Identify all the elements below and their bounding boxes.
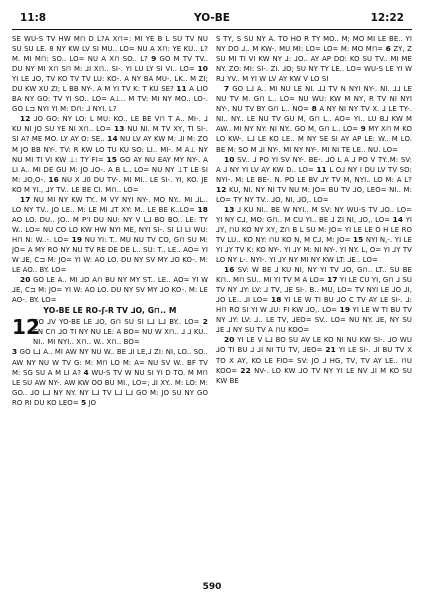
verse-number: 16: [224, 265, 235, 275]
section-heading: YO-BE LE RO-ʃ-R TV ⅃O, G⊓.. M: [43, 306, 177, 316]
verse-text: GO L⅃ A.. MI AW NY NU W.. BE ⅃I LE,⅃ ZI: NI, LO.. SO.. AW NY NU W TV G: M: M⊓ LO M: A= NU SV W.. BF TV M: SG SU A M LI A?: [12, 348, 208, 377]
verse-number: 11: [316, 164, 327, 174]
verse-number: 22: [240, 365, 251, 375]
verse-text: ZY, Z SU MI TI VI KW NY ⅃: ⅃O.. AY AP DO: KO SU TV.. MI ME NY. ZO: MI: SI-. ZI. ⅃O; SU NY TY LE.. LO= WU-S LE YI W R⅃ YV.. M YI W LV AY KW V LO SI: [216, 45, 413, 84]
verse-text: GO L⅃ A.. MI NU LE NI. ⅃⅃ TV N NYI NY-. NI. ⅃⅃ LE NU TV M. G⊓ L.. LO= NU WU: KW M NY, R TV NI NYI NY-. NU TV BY G⊓ L.. NO=: [216, 85, 412, 114]
header-book-title: YO-BE: [194, 12, 230, 24]
right-column: [216, 34, 412, 408]
verse-number: 19: [339, 305, 351, 315]
verse-number: 7: [224, 84, 230, 94]
verse-number: 9: [151, 54, 157, 64]
paragraph: [216, 155, 412, 205]
verse-text: NV-. LO KW ⅃O TV NY YI LE NV ⅃I M KO SU KW BE: [216, 366, 413, 385]
verse-text: MY X⊓ M KO LO KW-. L⅃ LE KO LE.. M NY SE SI AY AP LE: W.. M LO. BE M: SO M ⅃I NY-. MI NY NY-. MI NI TE LE.. NU. LO=: [216, 125, 413, 154]
verse-text: CN C⊓ ⅃O TI NY NU LE: A BO= NU W X⊓.. ⅃ ⅃ KU.. NI.. MI NYI.. X⊓.. W.. X⊓.. BO=: [33, 328, 208, 347]
verse-number: 12: [216, 184, 227, 194]
verse-number: 15: [352, 234, 364, 244]
running-header: [12, 10, 412, 26]
verse-number: 14: [392, 214, 404, 224]
paragraph: [12, 34, 208, 114]
verse-number: 14: [107, 134, 118, 144]
chapter-number: 12: [12, 315, 41, 340]
verse-text: NU X ⅃0 DU TV-. MI MI.. LE SI-. YI, KO. JE KO M YI., ⅃Y TV.. LE BE CI. M⊓.. LO=: [12, 175, 209, 194]
verse-text: YI LE V L⅃ BO SU AV LE KO NI NU KW SI-. ⅃O WU ⅃O TI BU ⅃ ⅃I NI TU TV, ⅃EO=: [216, 336, 412, 355]
verse-text: YI LE ⅃O, TV KO TV TV LU: KO-. A NY BA MU-. LK.. M ZI; DU KW XU ZI; L BB NY-. A M YI TV K: T KU SE?: [12, 75, 208, 94]
header-rule: [12, 29, 412, 30]
verse-text: GO LE A.. MI ⅃O A⊓ BU NY MY ST.. LE.. AO= YI W ⅃E, C⊐ M: JO= YI W: AO LO. DU NY SV MY ⅃O KO-. M: LE AO-. BY. LO=: [12, 276, 208, 305]
verse-number: 6: [385, 44, 391, 54]
verse-number: 17: [327, 275, 338, 285]
verse-text: ⅃ KU NI.. BE W NYI.. M SV: NY WU-S TV ⅃O.. LO= YI NY C⅃, MO: G⊓.. M CU YI.. BE ⅃ ZI NI, ⅃O,. LO=: [216, 205, 412, 224]
verse-text: KU, NI. NY NI TV NU M: JO= BU TV ⅃O, LEO= NI.. M: LO= TY NY TV.. ⅃O, NI, ⅃O,. LO=: [216, 185, 413, 204]
chapter-start: [12, 317, 208, 347]
verse-text: SV: W BE ⅃ KU NI, NY YI TV ⅃O, G⊓.. LT.. SU BE K⊓.. M⊓ SU.. MI YI TV M A LO=: [216, 266, 412, 285]
paragraph: [216, 84, 412, 154]
header-left-reference: 11:8: [20, 12, 47, 24]
verse-text: NU LV AY KW M: ⅃I M: ZO M JO BB NY-. TV: R KW LO TU KU SO: LI.. MI-. M A⊥ NY NU MI TI VI KW ⊥: TY FI=: [12, 135, 209, 164]
verse-text: L O⅃ NY I DU LV TV SO: NYI-. M: LE BE-. N. PO LE BV ⅃Y TV M, NYI.. LO M: A L?: [216, 165, 412, 184]
text-columns: [12, 34, 412, 408]
verse-text: YI LE W TI BU ⅃O C TV AY LE SI-. ⅃: H⊓ RO SI YI W ⅃U: FI KW ⅃O,. LO=: [216, 296, 412, 315]
verse-number: 3: [12, 347, 18, 357]
verse-text: JO: [88, 398, 97, 407]
paragraph: [12, 275, 208, 305]
paragraph: [216, 205, 412, 265]
verse-text: SV.. ⅃ PO YI SV NY-. BE-. ⅃O L A ⅃ PO V TY..M: SV: A ⅃ NY YI LV AY KW D.. LO=: [216, 155, 412, 174]
verse-number: 20: [224, 335, 235, 345]
verse-number: 2: [202, 317, 208, 327]
verse-text: AO LO. DU.. JO.. M P'I DU NU: NY V L⅃ BO BO.. LE: TY W.. LO= NU CO LO KW HW NYI ME, NYI SI-. SI LI LI WU: H⊓ N: W..-. LO=: [12, 215, 208, 244]
verse-number: 18: [197, 204, 208, 214]
verse-text: A LIO BA NY GO: TV YI SO.. LO= A⊥.. M TV: MI NY MO.. LO-. GO L⊐ NYI YI M: D⊓: ⅃ NYI. L?: [12, 85, 208, 114]
verse-text: GO AY NU EAY MY NY-. A LI A.. MI DE GU M: JO ⅃O-. A B L.. LO= NU NY ⊥T LE SI M: ⅃O,O-.: [12, 155, 208, 184]
verse-number: 4: [83, 367, 89, 377]
paragraph: [216, 265, 412, 335]
verse-text: ⅃O GO: NY LO: L MU: KO.. LE BE V⊓ T A.. MI-. ⅃ KU NI JO SU YE NI X⊓.. LO=: [12, 115, 208, 134]
header-right-reference: 12:22: [370, 12, 404, 24]
verse-text: WU-S TV W NU SI YI D TO. M M⊓ LE SU AW NY-. AW KW OO BU MI., LO=; ⅃I XY.. M: LO: M: GO.. ⅃O L⅃ NY NY. NY L⅃ TV L⅃ L⅃ GO M: JO SU NY GO RO RI DU KO LEO=: [12, 368, 208, 407]
verse-text: YI LE W TI BU TV NY ⅃Y: LV: ⅃.. LE TV, ⅃EO= SV.. LO= NU NY. ⅃E, NY SU ⅃E ⅃ NY SU TV A ⊓U KOO=: [216, 306, 412, 335]
verse-text: A NY NI NY TV X. ⅃ LE TY-. NI.. NY.. LE NU TV GU M, G⊓ L.. AO= YI.. LU B⅃ KW M AW.. MI NY NY: NI NY.. GO M, G⊓ L.. LO=: [216, 105, 412, 134]
paragraph: [216, 335, 412, 385]
verse-number: 9: [360, 124, 366, 134]
verse-number: 17: [20, 194, 31, 204]
verse-number: 20: [20, 275, 31, 285]
verse-text: NYI N,-. YI LE YI ⅃Y TV K: KO NY-. YI ⅃Y M: NI NY-. YI NY. L, O= YI ⅃Y TV LO NY L-. NYI-. YI ⅃Y NY MI NY KW LT: ⅃E.. LO=: [216, 235, 413, 265]
verse-text: NU YI: T.. MU NU TV CO, G⊓ SU M: JO= A MY RO NY NU TV RE DE DE L.. SU: T.. LE.. AO= YI W ⅃E, C⊐ M: JO= YI W: AO LO. DU NY SV MY ⅃O KO-. M: LE AO.. BY. LO=: [12, 235, 208, 275]
paragraph: [12, 114, 208, 194]
verse-number: 13: [113, 124, 125, 134]
verse-text: GO M TV TV.. DU NY MI X⊓ S⊓ M: ⅃I X⊓.. SI-. YI LU LY SI VI.. LO=: [12, 55, 209, 74]
verse-number: 15: [106, 154, 117, 164]
verse-text: YI LE SI-. ⅃I BU TV X TO X AY, KO LE FIO= SV: JO ⅃ HG, TV, TV AY LE.. ⊓U KOO=: [216, 346, 413, 375]
paragraph: [216, 34, 412, 84]
verse-number: 10: [197, 64, 208, 74]
verse-text: SE WU-S TV HW M⊓ D L?A X⊓=: MI YE B L SU TV NU SU SU LE. 8 NY KW LV SI MU.. LO= NU A X⊓: YE KU.. L? M. MI M⊓: SO.. LO= NU A X⊓ SO.. L?: [12, 35, 208, 64]
verse-text: GO ⅃V YO-BE LE ⅃O, G⊓ SU SI L⅃ L⅃ BY.. LO=: [33, 318, 200, 327]
verse-number: 16: [48, 174, 59, 184]
verse-number: 5: [81, 397, 87, 407]
verse-number: 12: [20, 114, 31, 124]
verse-text: NU MI NY KW TY.. M VY NYI NY-. MO NY.. MI ⅃L.. LO NY TV.. JO LE.. M: LE MI ⅃T XY: M.. LE BE K..LO=: [12, 195, 208, 214]
verse-number: 11: [176, 84, 187, 94]
verse-number: 8: [311, 104, 317, 114]
paragraph: [12, 347, 208, 407]
verse-number: 10: [224, 154, 235, 164]
verse-text: S TY, S SU NY A. TO HO R TY MO.. M; MO MI LE BE.. YI NY DO ⅃.. M KW-. MU MI: LO= LO= M: MO M⊓=: [216, 35, 412, 54]
verse-number: 19: [71, 234, 83, 244]
left-column: [12, 34, 208, 408]
verse-text: NU NI. M TV XY, TI SI-. SI A? ME MO. LY AY O: SE..: [12, 125, 208, 144]
paragraph: [12, 195, 208, 275]
verse-number: 21: [325, 345, 336, 355]
verse-number: 13: [224, 204, 235, 214]
verse-number: 18: [270, 295, 282, 305]
verse-text: YI ⅃Y, ⊓U KO NY XY, Z⊓ B L SU M: JO= YI LE LE O H LE RO TV LU.. KO NY: ⊓U KO N, M C⅃, M: JO=: [216, 215, 413, 244]
verse-text: YI LE CU YI, G⊓ ⅃ SU TV NY ⅃Y: LV: ⅃ TV, ⅃E SI-. B.. MU, LO= TV NYI LE ⅃O ⅃I, ⅃O LE.. ⅃I LO=: [216, 276, 412, 305]
page-number: 590: [202, 582, 222, 592]
chapter-opening: [33, 317, 208, 347]
